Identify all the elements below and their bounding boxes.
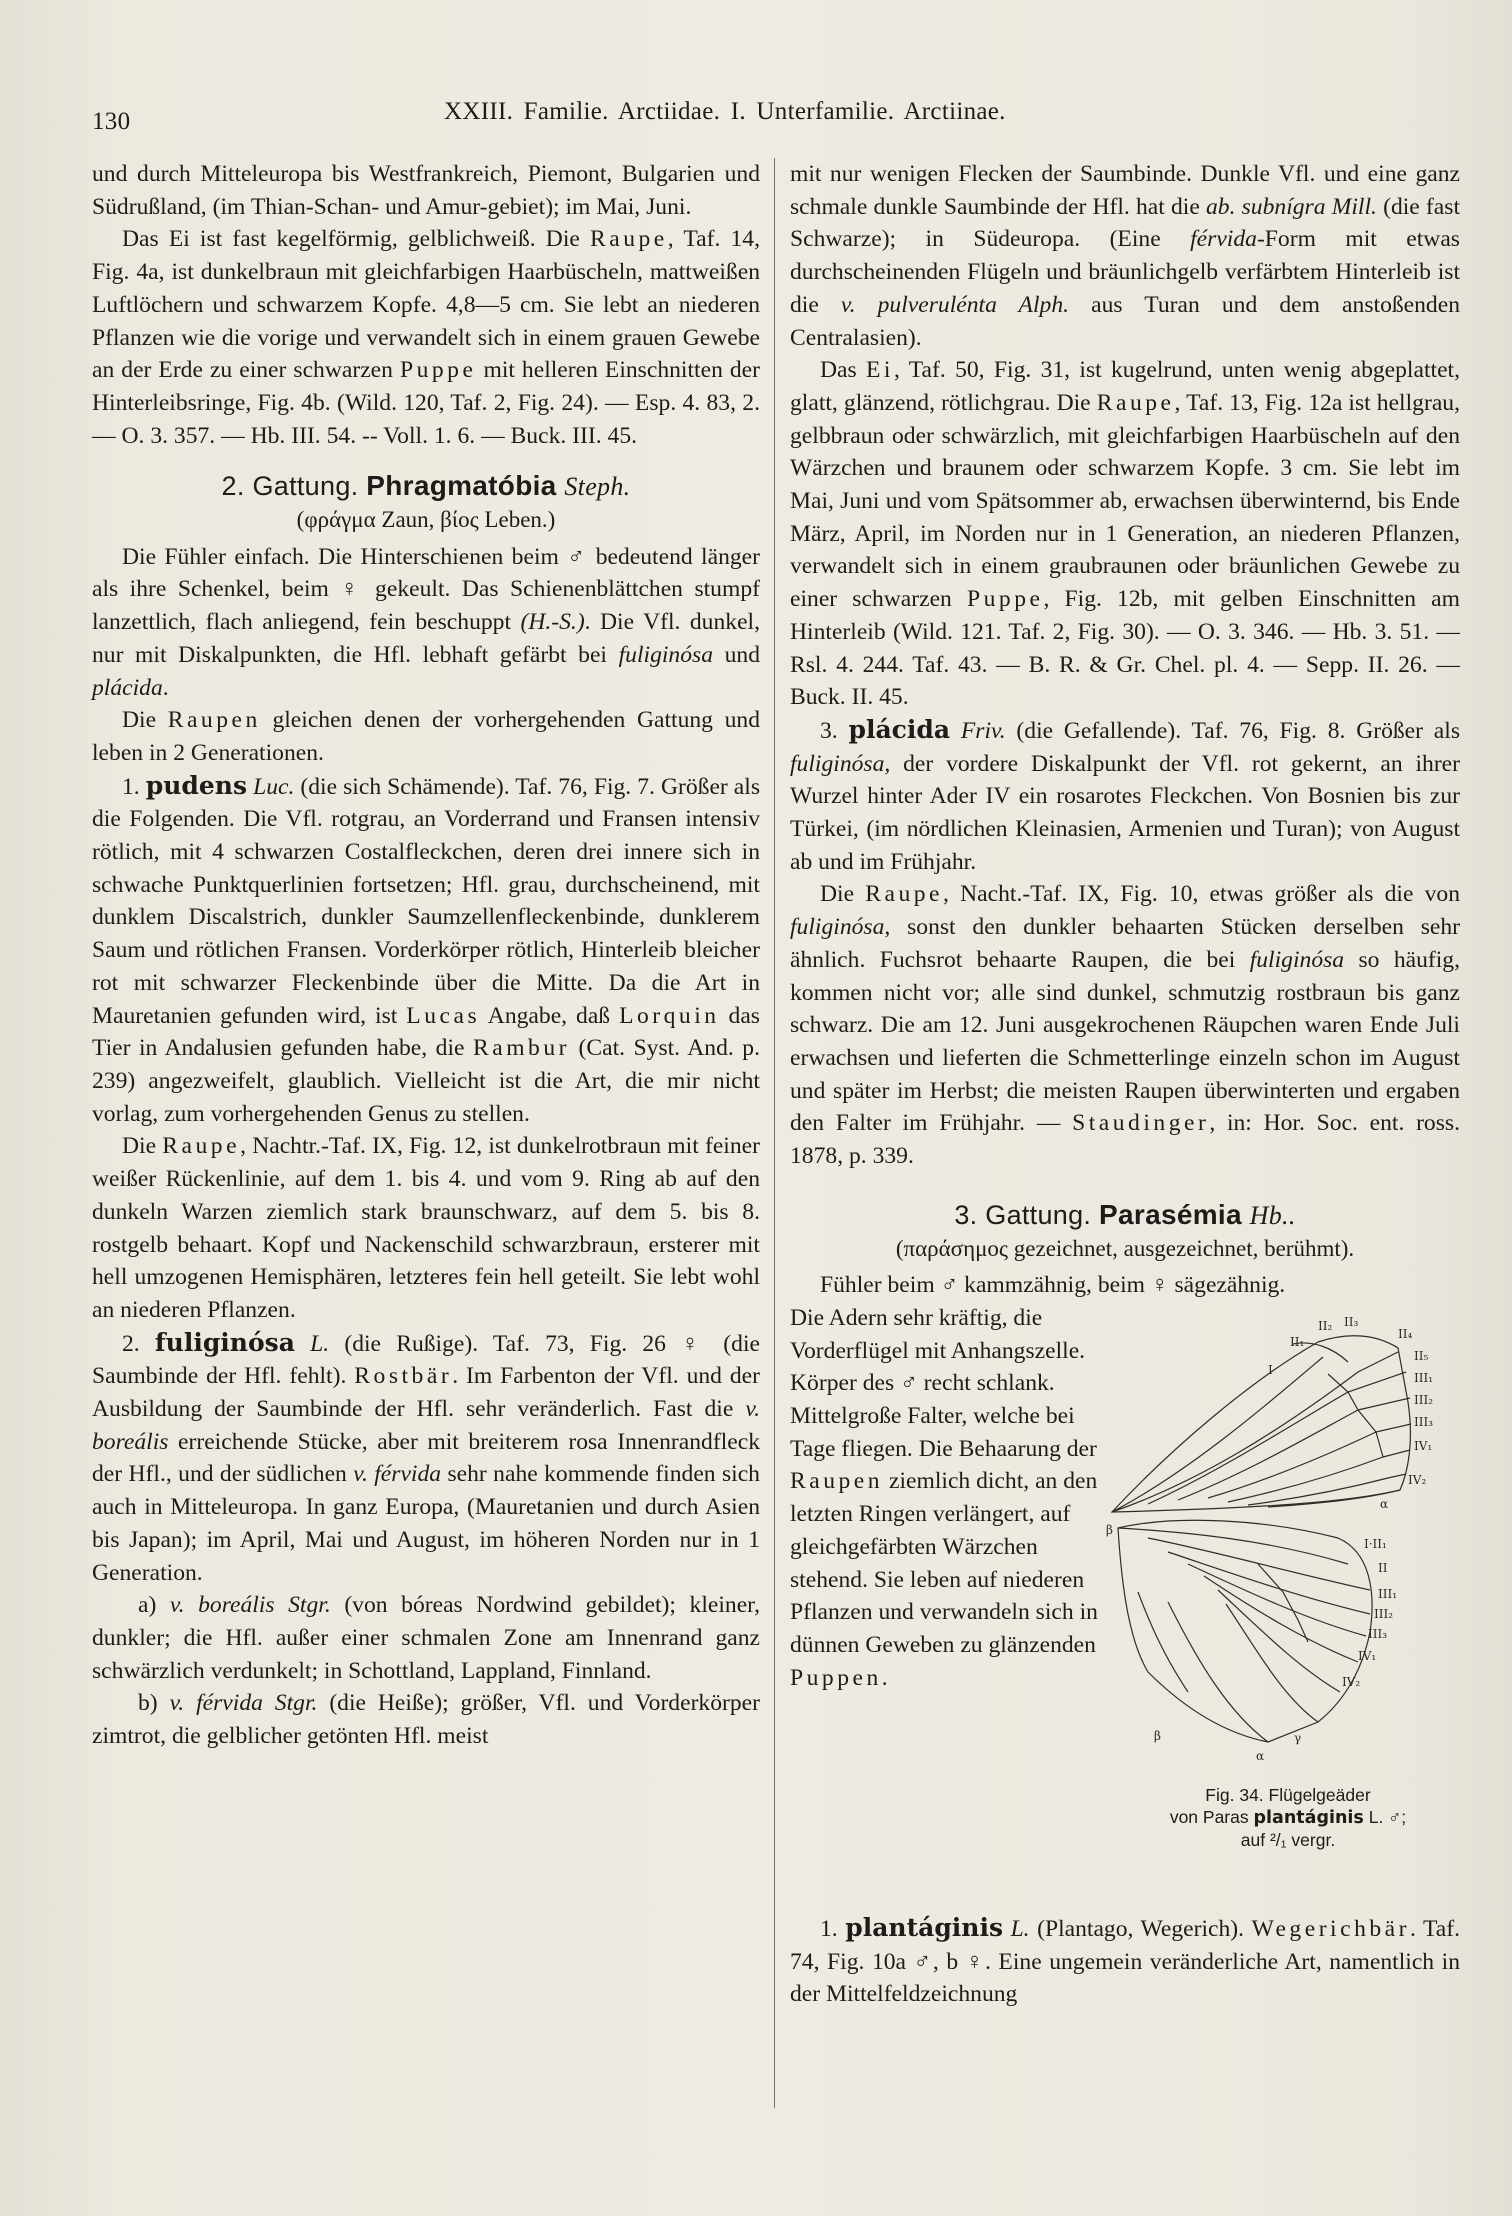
- svg-text:II₅: II₅: [1414, 1348, 1429, 1363]
- svg-text:II₁: II₁: [1290, 1334, 1305, 1349]
- variety-entry: b) v. férvida Stgr. (die Heiße); größer, Vfl. und Vorderkörper zimtrot, die gelblicher getönten Hfl. meist: [92, 1690, 760, 1750]
- genus-etymology: (φράγμα Zaun, βίος Leben.): [296, 507, 556, 533]
- svg-text:γ: γ: [1294, 1730, 1302, 1745]
- svg-text:I: I: [1268, 1362, 1273, 1377]
- species-entry: 1. pudens Luc. (die sich Schämende). Taf. 76, Fig. 7. Größer als die Folgenden. Die Vfl. rotgrau, an Vorderrand und Fransen intensiv rötlich, mit 4 schwarzen Costalfleckchen, deren drei innere sich in schwache Punktquerlinien fortsetzen; Hfl. grau, durchscheinend, mit dunklem Discalstrich, dunkler Saumzellenfleckenbinde, dunklerem Saum und rötlichen Fransen. Vorderkörper rötlich, Hinterleib bleicher rot mit schwarzer Fleckenbinde über die Mitte. Da die Art in Mauretanien gefunden wird, ist Lucas Angabe, daß Lorquin das Tier in Andalusien gefunden habe, die Rambur (Cat. Syst. And. p. 239) angezweifelt, glaublich. Vielleicht ist die Art, die mir nicht vorlag, zum vorhergehenden Genus zu stellen.: [92, 770, 761, 1127]
- column-divider: [774, 158, 775, 2108]
- hindwing-labels: [1154, 1537, 1397, 1763]
- paragraph: Das Ei, Taf. 50, Fig. 31, ist kugelrund, unten wenig abgeplattet, glatt, glänzend, rötlichgrau. Die Raupe, Taf. 13, Fig. 12a ist hellgrau, gelbbraun oder schwärzlich, mit gleichfarbigen Haarbüscheln auf den Wärzchen und braunem oder schwarzem Kopfe. 3 cm. Sie lebt im Mai, Juni und vom Spätsommer ab, erwachsen überwinternd, bis Ende März, April, im Norden nur in 1 Generation, an niederen Pflanzen, verwandelt sich in einem graubraunen oder bräunlichen Gewebe zu einer schwarzen Puppe, Fig. 12b, mit gelben Einschnitten am Hinterleib (Wild. 121. Taf. 2, Fig. 30). — O. 3. 346. — Hb. 3. 51. — Rsl. 4. 244. Taf. 43. — B. R. & Gr. Chel. pl. 4. — Sepp. II. 26. — Buck. II. 45.: [790, 357, 1460, 711]
- forewing-labels: [1106, 1315, 1433, 1537]
- genus-heading: 2. Gattung. Phragmatóbia Steph.: [221, 470, 631, 502]
- svg-text:III₃: III₃: [1368, 1626, 1388, 1641]
- right-column: [790, 158, 1460, 2011]
- svg-text:III₁: III₁: [1414, 1370, 1434, 1385]
- figure-caption: Fig. 34. Flügelgeäder von Paras plantáginis L. ♂; auf ²/₁ vergr.: [1169, 1784, 1407, 1850]
- svg-text:IV₁: IV₁: [1358, 1648, 1377, 1663]
- figure-block: [790, 1302, 1460, 1912]
- variety-entry: a) v. boreális Stgr. (von bóreas Nordwind gebildet); kleiner, dunkler; die Hfl. außer einer schmalen Zone am Innenrand ganz schwärzlich verdunkelt; in Schottland, Lappland, Finnland.: [92, 1592, 760, 1684]
- paragraph: und durch Mitteleuropa bis Westfrankreich, Piemont, Bulgarien und Südrußland, (im Thian-Schan- und Amur-gebiet); im Mai, Juni.: [92, 161, 760, 220]
- svg-text:IV₂: IV₂: [1342, 1674, 1361, 1689]
- svg-text:α: α: [1380, 1496, 1389, 1511]
- svg-text:III₂: III₂: [1374, 1606, 1394, 1621]
- species-entry: 2. fuliginósa L. (die Rußige). Taf. 73, Fig. 26 ♀ (die Saumbinde der Hfl. fehlt). Rostbär. Im Farbenton der Vfl. und der Ausbildung der Saumbinde der Hfl. sehr veränderlich. Fast die v. boreális erreichende Stücke, aber mit breiterem rosa Innenrandfleck der Hfl., und der südlichen v. férvida sehr nahe kommende finden sich auch in Mitteleuropa. In ganz Europa, (Mauretanien und durch Asien bis Japan); im April, Mai und August, im höheren Norden nur in 1 Generation.: [92, 1327, 760, 1586]
- wing-venation-figure: [1108, 1302, 1460, 1792]
- svg-text:II₄: II₄: [1398, 1326, 1413, 1341]
- paragraph: Die Raupen gleichen denen der vorhergehenden Gattung und leben in 2 Generationen.: [92, 707, 760, 766]
- species-entry: 1. plantáginis L. (Plantago, Wegerich). Wegerichbär. Taf. 74, Fig. 10a ♂, b ♀. Eine ungemein veränderliche Art, namentlich in der Mittelfeldzeichnung: [790, 1912, 1460, 2008]
- forewing-drawing: [1112, 1336, 1411, 1512]
- svg-text:I·II₁: I·II₁: [1364, 1536, 1387, 1551]
- header-title: XXIII. Familie. Arctiidae. I. Unterfamilie. Arctiinae.: [444, 98, 1006, 125]
- svg-text:β: β: [1106, 1522, 1113, 1537]
- svg-text:IV₁: IV₁: [1414, 1438, 1433, 1453]
- hindwing-drawing: [1118, 1520, 1372, 1742]
- svg-text:III₃: III₃: [1414, 1414, 1434, 1429]
- left-column: [92, 158, 760, 1753]
- svg-text:IV₂: IV₂: [1408, 1472, 1427, 1487]
- paragraph: mit nur wenigen Flecken der Saumbinde. Dunkle Vfl. und eine ganz schmale dunkle Saumbinde der Hfl. hat die ab. subnígra Mill. (die fast Schwarze); in Südeuropa. (Eine férvida-Form mit etwas durchscheinenden Flügeln und bräunlichgelb verfärbtem Hinterleib ist die v. pulverulénta Alph. aus Turan und dem anstoßenden Centralasien).: [790, 161, 1460, 351]
- paragraph: Die Adern sehr kräftig, die Vorderflügel mit Anhangszelle. Körper des ♂ recht schlank. Mittelgroße Falter, welche bei Tage fliegen. Die Behaarung der Raupen ziemlich dicht, an den letzten Ringen verlängert, auf gleichgefärbten Wärzchen stehend. Sie leben auf niederen Pflanzen und verwandeln sich in dünnen Geweben zu glänzenden Puppen.: [790, 1304, 1098, 1691]
- paragraph: Die Fühler einfach. Die Hinterschienen beim ♂ bedeutend länger als ihre Schenkel, beim ♀ gekeult. Das Schienenblättchen stumpf lanzettlich, flach anliegend, fein beschuppt (H.-S.). Die Vfl. dunkel, nur mit Diskalpunkten, die Hfl. lebhaft gefärbt bei fuliginósa und plácida.: [92, 543, 760, 701]
- paragraph: Die Raupe, Nacht.-Taf. IX, Fig. 10, etwas größer als die von fuliginósa, sonst den dunkler behaarten Stücken derselben sehr ähnlich. Fuchsrot behaarte Raupen, die bei fuliginósa so häufig, kommen nicht vor; alle sind dunkel, schmutzig rostbraun bis ganz schwarz. Die am 12. Juni ausgekrochenen Räupchen waren Ende Juli erwachsen und lieferten die Schmetterlinge einzeln schon im August und später im Herbst; die meisten Raupen überwinterten und ergaben den Falter im Frühjahr. — Staudinger, in: Hor. Soc. ent. ross. 1878, p. 339.: [790, 881, 1460, 1170]
- genus-etymology: (παράσημος gezeichnet, ausgezeichnet, berühmt).: [895, 1235, 1355, 1261]
- svg-text:II₃: II₃: [1344, 1314, 1359, 1329]
- svg-text:α: α: [1256, 1748, 1265, 1763]
- svg-text:β: β: [1154, 1728, 1161, 1743]
- species-entry: 3. plácida Friv. (die Gefallende). Taf. 76, Fig. 8. Größer als fuliginósa, der vordere Diskalpunkt der Vfl. rot gekernt, an ihrer Wurzel hinter Ader IV ein rosarotes Fleckchen. Von Bosnien bis zur Türkei, (im nördlichen Kleinasien, Armenien und Turan); von August ab und im Frühjahr.: [790, 714, 1461, 875]
- svg-text:II: II: [1378, 1560, 1388, 1575]
- svg-text:III₁: III₁: [1378, 1586, 1398, 1601]
- page-number: 130: [92, 108, 131, 135]
- genus-heading: 3. Gattung. Parasémia Hb..: [954, 1198, 1296, 1230]
- svg-text:II₂: II₂: [1318, 1318, 1333, 1333]
- paragraph: Fühler beim ♂ kammzähnig, beim ♀ sägezähnig.: [820, 1272, 1286, 1299]
- paragraph: Das Ei ist fast kegelförmig, gelblichweiß. Die Raupe, Taf. 14, Fig. 4a, ist dunkelbraun mit gleichfarbigen Haarbüscheln, mattweißen Luftlöchern und schwarzem Kopfe. 4,8—5 cm. Sie lebt an niederen Pflanzen wie die vorige und verwandelt sich in einem grauen Gewebe an der Erde zu einer schwarzen Puppe mit helleren Einschnitten der Hinterleibsringe, Fig. 4b. (Wild. 120, Taf. 2, Fig. 24). — Esp. 4. 83, 2. — O. 3. 357. — Hb. III. 54. -- Voll. 1. 6. — Buck. III. 45.: [92, 226, 760, 449]
- svg-text:III₂: III₂: [1414, 1392, 1434, 1407]
- paragraph: Die Raupe, Nachtr.-Taf. IX, Fig. 12, ist dunkelrotbraun mit feiner weißer Rückenlinie, auf dem 1. bis 4. und vom 9. Ring ab auf den dunkeln Warzen ziemlich stark braunschwarz, auf dem 5. bis 8. rostgelb behaart. Kopf und Nackenschild schwarzbraun, ersterer mit hell umzogenen Hemisphären, letzteres fein hell geteilt. Sie lebt wohl an niederen Pflanzen.: [92, 1133, 760, 1323]
